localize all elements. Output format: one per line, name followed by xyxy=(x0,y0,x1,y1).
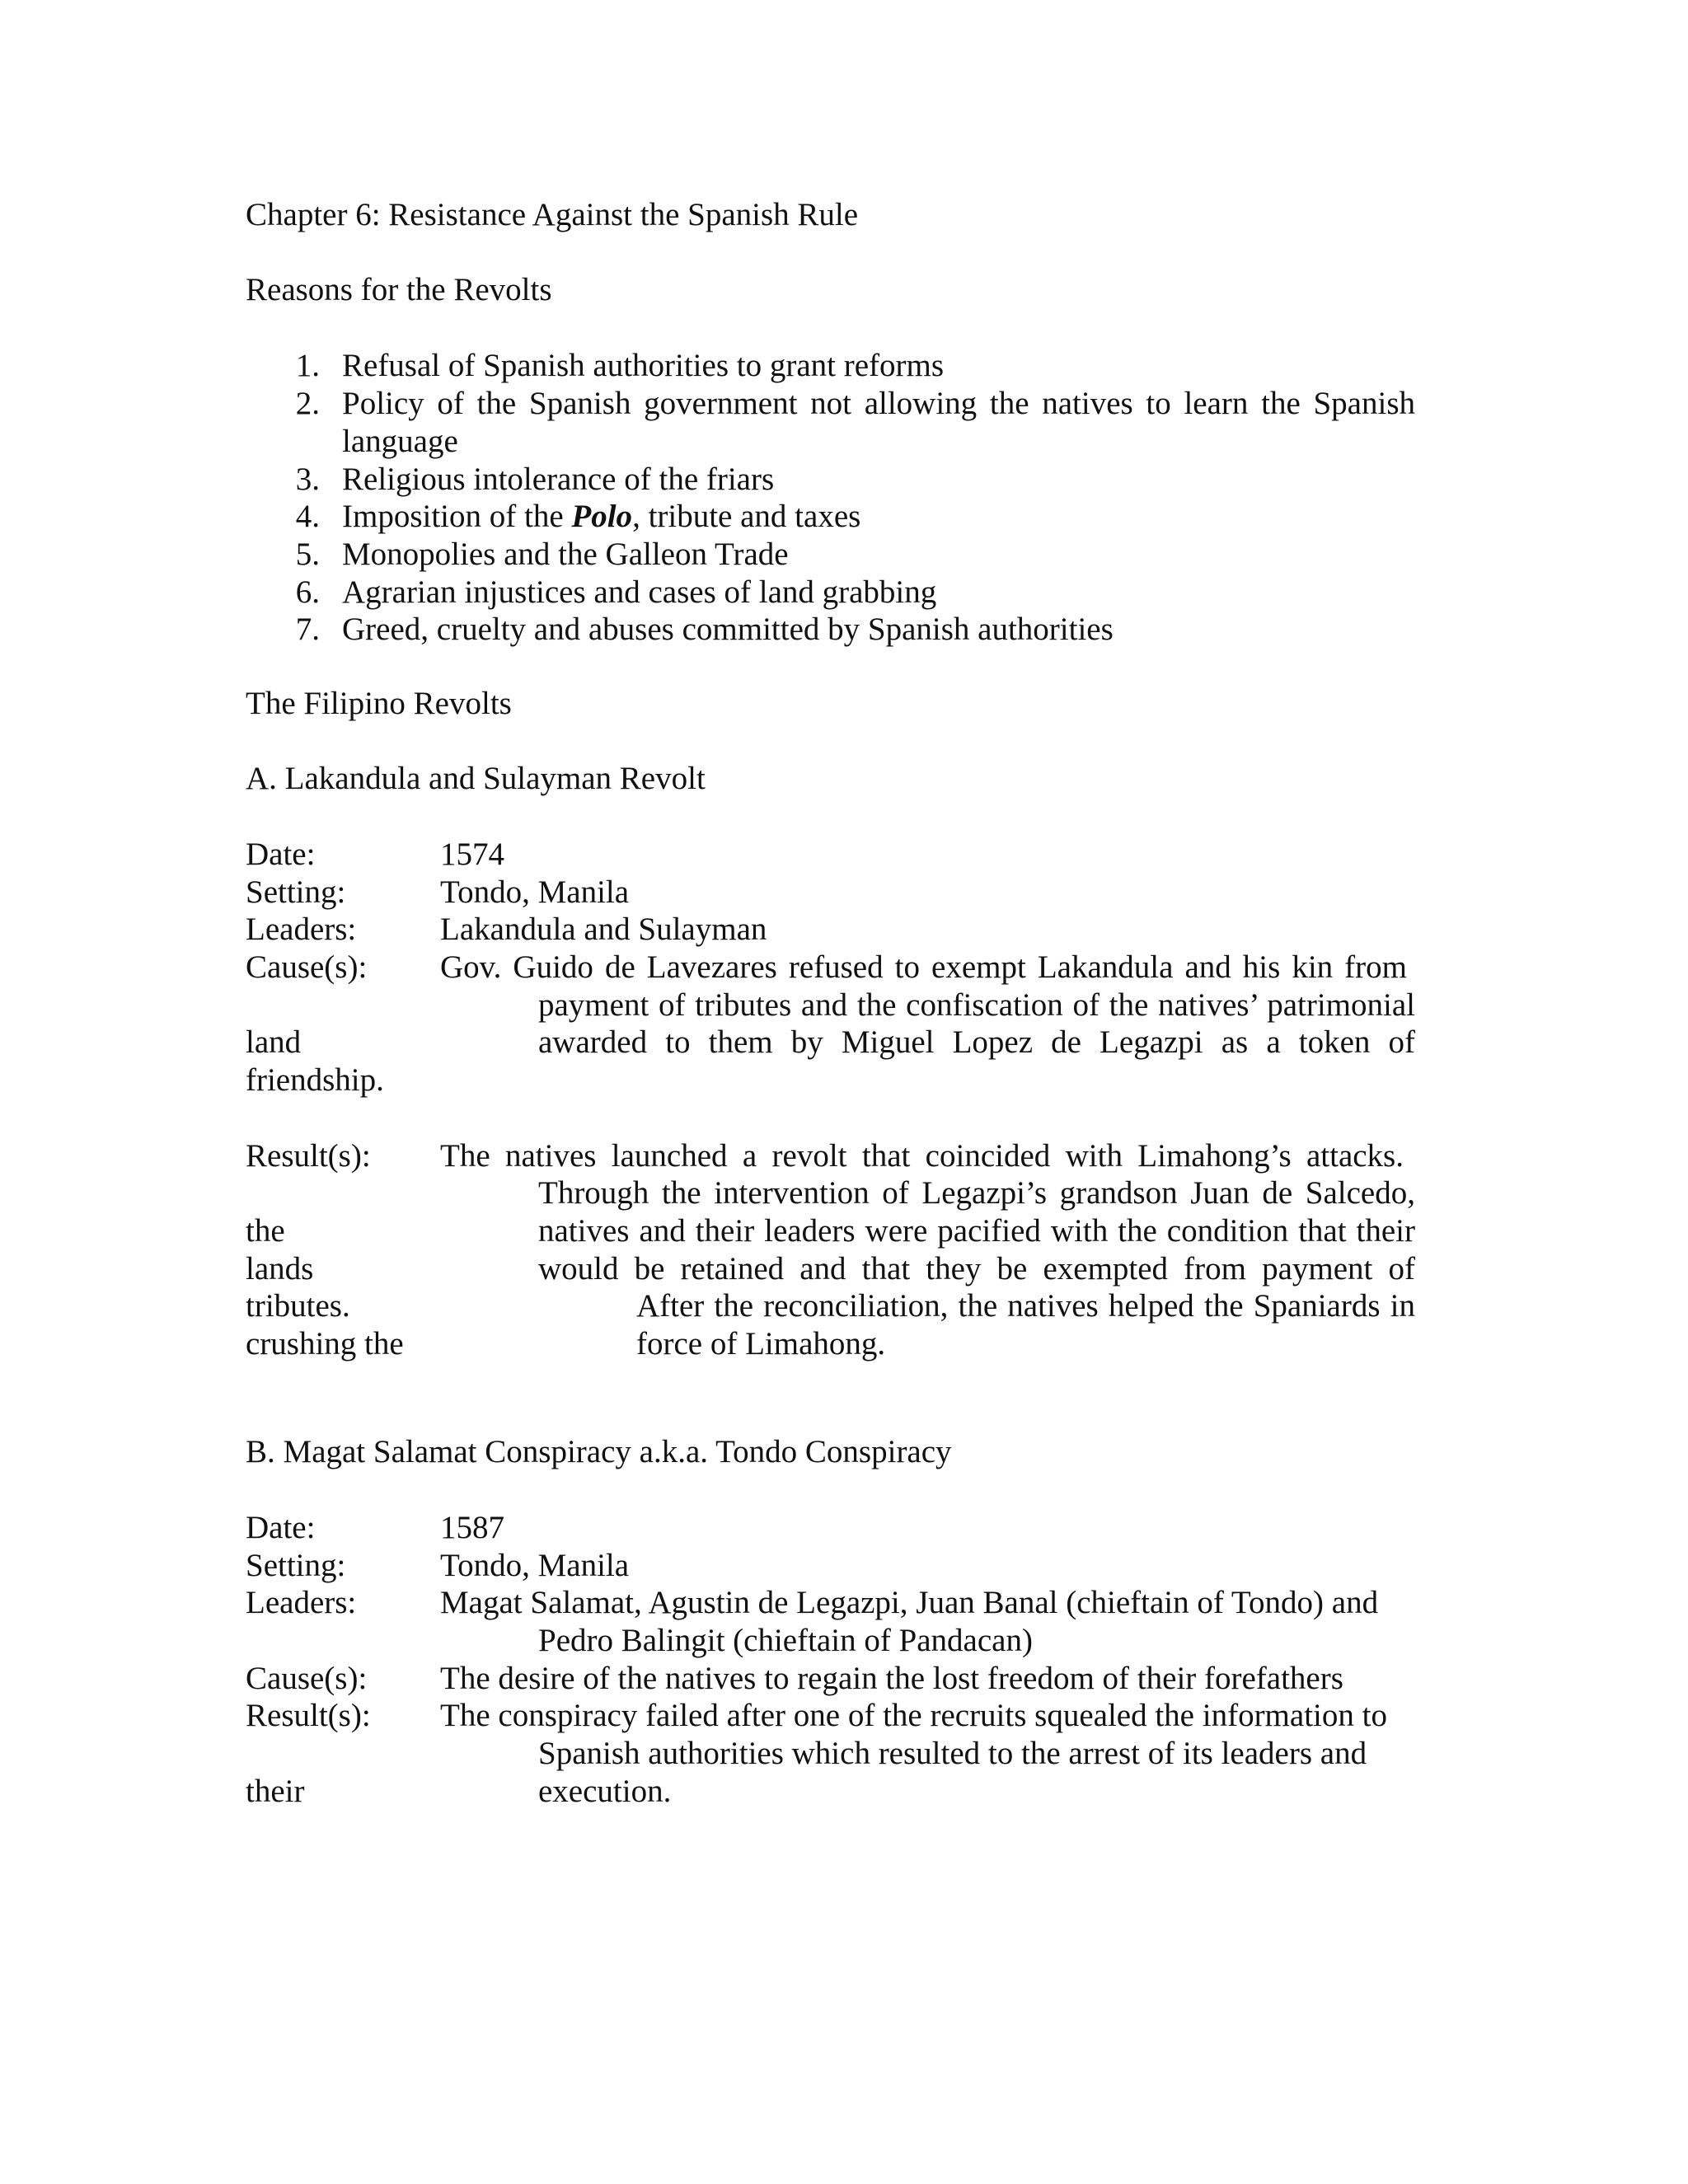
revolts-heading: The Filipino Revolts xyxy=(246,686,512,721)
cause-label: Cause(s): xyxy=(246,1661,368,1696)
result-margin-word: their xyxy=(246,1774,305,1809)
result-line: The natives launched a revolt that coincided with Limahong’s attacks. xyxy=(440,1138,1404,1174)
cause-line: Gov. Guido de Lavezares refused to exempt Lakandula and his kin from xyxy=(440,949,1407,985)
list-item-number: 3. xyxy=(295,462,320,497)
result-line: force of Limahong. xyxy=(636,1326,886,1361)
cause-line: awarded to them by Miguel Lopez de Legazpi as a token of xyxy=(538,1024,1415,1060)
leaders-value: Lakandula and Sulayman xyxy=(440,912,767,947)
result-line: execution. xyxy=(538,1774,672,1809)
cause-margin-word: friendship. xyxy=(246,1062,384,1098)
list-item-number: 5. xyxy=(295,537,320,572)
date-label: Date: xyxy=(246,1510,316,1545)
cause-margin-word: land xyxy=(246,1024,302,1060)
result-label: Result(s): xyxy=(246,1138,371,1174)
list-item-number: 6. xyxy=(295,574,320,610)
list-item-number: 7. xyxy=(295,612,320,647)
list-item-text-prefix: Imposition of the xyxy=(342,499,572,534)
cause-line: payment of tributes and the confiscation of the natives’ patrimonial xyxy=(538,987,1415,1023)
list-item-text-continued: language xyxy=(342,424,458,459)
result-line: After the reconciliation, the natives helped the Spaniards in xyxy=(636,1288,1415,1324)
result-label: Result(s): xyxy=(246,1698,371,1733)
result-margin-word: the xyxy=(246,1213,285,1249)
cause-value: The desire of the natives to regain the lost freedom of their forefathers xyxy=(440,1661,1343,1696)
setting-value: Tondo, Manila xyxy=(440,1548,630,1583)
list-item-number: 2. xyxy=(295,386,320,421)
leaders-label: Leaders: xyxy=(246,1585,357,1620)
chapter-title: Chapter 6: Resistance Against the Spanish Rule xyxy=(246,197,859,232)
list-item-text xyxy=(342,498,860,536)
date-label: Date: xyxy=(246,837,316,872)
list-item-text: Monopolies and the Galleon Trade xyxy=(342,537,789,572)
revolt-a-title: A. Lakandula and Sulayman Revolt xyxy=(246,761,706,796)
result-line: would be retained and that they be exempted from payment of xyxy=(538,1251,1415,1286)
result-line: The conspiracy failed after one of the recruits squealed the information to xyxy=(440,1698,1387,1733)
reasons-heading: Reasons for the Revolts xyxy=(246,272,552,307)
leaders-line: Pedro Balingit (chieftain of Pandacan) xyxy=(538,1623,1033,1658)
result-margin-word: crushing the xyxy=(246,1326,404,1361)
list-item-number: 4. xyxy=(295,499,320,534)
list-item-text-suffix: , tribute and taxes xyxy=(632,499,861,534)
leaders-line: Magat Salamat, Agustin de Legazpi, Juan Banal (chieftain of Tondo) and xyxy=(440,1585,1379,1620)
leaders-label: Leaders: xyxy=(246,912,357,947)
setting-label: Setting: xyxy=(246,874,346,910)
list-item-text: Policy of the Spanish government not allowing the natives to learn the Spanish xyxy=(342,386,1415,421)
list-item-text: Refusal of Spanish authorities to grant reforms xyxy=(342,348,945,383)
list-item-text: Religious intolerance of the friars xyxy=(342,462,775,497)
setting-label: Setting: xyxy=(246,1548,346,1583)
result-margin-word: tributes. xyxy=(246,1288,350,1324)
revolt-b-title: B. Magat Salamat Conspiracy a.k.a. Tondo Conspiracy xyxy=(246,1434,952,1469)
result-margin-word: lands xyxy=(246,1251,314,1286)
result-line: Through the intervention of Legazpi’s grandson Juan de Salcedo, xyxy=(538,1175,1415,1211)
date-value: 1587 xyxy=(440,1510,504,1545)
result-line: natives and their leaders were pacified with the condition that their xyxy=(538,1213,1415,1249)
list-item-text: Agrarian injustices and cases of land grabbing xyxy=(342,574,937,610)
setting-value: Tondo, Manila xyxy=(440,874,630,910)
result-line: Spanish authorities which resulted to the arrest of its leaders and xyxy=(538,1736,1367,1771)
cause-label: Cause(s): xyxy=(246,949,368,985)
list-item-number: 1. xyxy=(295,348,320,383)
polo-emphasis: Polo xyxy=(571,499,633,534)
list-item-text: Greed, cruelty and abuses committed by Spanish authorities xyxy=(342,612,1114,647)
date-value: 1574 xyxy=(440,837,504,872)
